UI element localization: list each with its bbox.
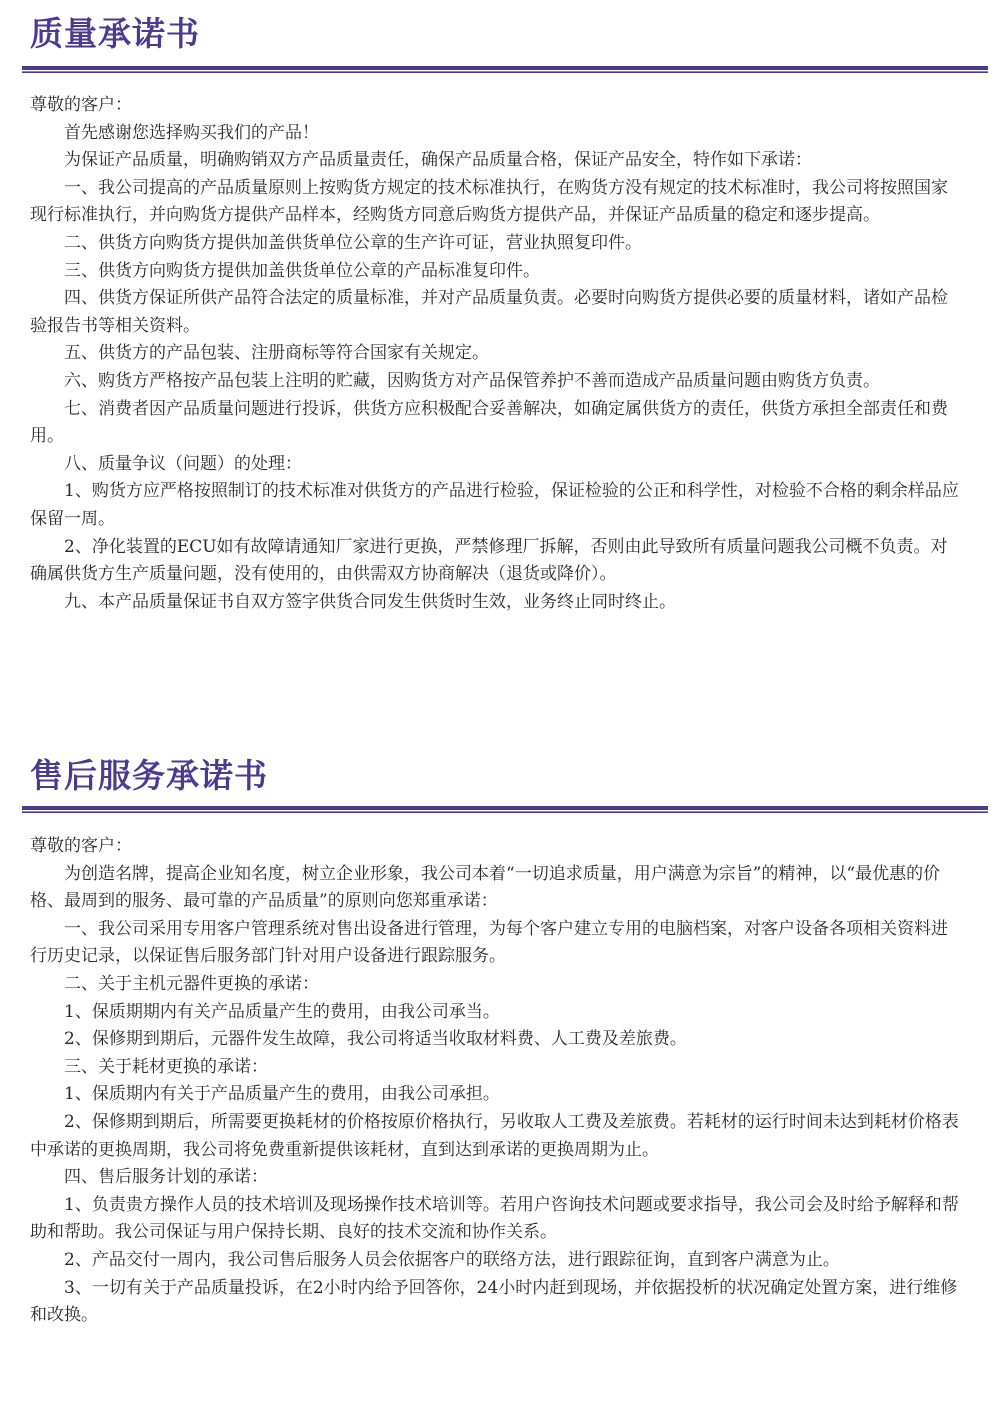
- quality-paragraph: 九、本产品质量保证书自双方签字供货合同发生供货时生效，业务终止同时终止。: [64, 591, 676, 612]
- quality-paragraph: 七、消费者因产品质量问题进行投诉，供货方应积极配合妥善解决，如确定属供货方的责任，供货方承担全部责任和费用。: [30, 398, 948, 447]
- quality-paragraph: 三、供货方向购货方提供加盖供货单位公章的产品标准复印件。: [64, 260, 540, 281]
- quality-paragraph: 六、购货方严格按产品包装上注明的贮藏，因购货方对产品保管养护不善而造成产品质量问题由购货方负责。: [64, 370, 880, 391]
- service-paragraph: 四、售后服务计划的承诺：: [64, 1167, 268, 1188]
- service-paragraph: 1、保质期期内有关产品质量产生的费用，由我公司承当。: [64, 1001, 500, 1022]
- quality-title-divider: [22, 66, 988, 73]
- service-title-divider: [22, 806, 988, 813]
- quality-paragraph: 2、净化装置的ECU如有故障请通知厂家进行更换，严禁修理厂拆解，否则由此导致所有质量问题我公司概不负责。对确属供货方生产质量问题，没有使用的，由供需双方协商解决（退货或降价）。: [30, 536, 948, 585]
- quality-commitment-title: 质量承诺书: [30, 14, 200, 53]
- service-paragraph: 2、保修期到期后，元器件发生故障，我公司将适当收取材料费、人工费及差旅费。: [64, 1029, 687, 1050]
- quality-paragraph: 二、供货方向购货方提供加盖供货单位公章的生产许可证，营业执照复印件。: [64, 232, 642, 253]
- service-paragraph: 1、保质期内有关于产品质量产生的费用，由我公司承担。: [64, 1084, 500, 1105]
- quality-greeting: 尊敬的客户：: [30, 95, 132, 115]
- service-paragraph: 二、关于主机元器件更换的承诺：: [64, 973, 319, 994]
- service-paragraph: 三、关于耗材更换的承诺：: [64, 1056, 268, 1077]
- service-paragraph: 2、保修期到期后，所需要更换耗材的价格按原价格执行，另收取人工费及差旅费。若耗材的运行时间未达到耗材价格表中承诺的更换周期，我公司将免费重新提供该耗材，直到达到承诺的更换周期为止。: [30, 1111, 959, 1160]
- service-paragraph: 3、一切有关于产品质量投诉，在2小时内给予回答你，24小时内赶到现场，并依据投析的状况确定处置方案，进行维修和改换。: [30, 1277, 958, 1326]
- quality-paragraph: 1、购货方应严格按照制订的技术标准对供货方的产品进行检验，保证检验的公正和科学性，对检验不合格的剩余样品应保留一周。: [30, 481, 959, 529]
- service-greeting: 尊敬的客户：: [30, 836, 132, 856]
- quality-commitment-body: [30, 92, 962, 616]
- quality-paragraph: 为保证产品质量，明确购销双方产品质量责任，确保产品质量合格，保证产品安全，特作如下承诺：: [64, 150, 812, 171]
- quality-paragraph: 一、我公司提高的产品质量原则上按购货方规定的技术标准执行，在购货方没有规定的技术标准时，我公司将按照国家现行标准执行，并向购货方提供产品样本，经购货方同意后购货方提供产品，并保证产品质量的稳定和逐步提高。: [30, 177, 948, 226]
- quality-paragraph: 四、供货方保证所供产品符合法定的质量标准，并对产品质量负责。必要时向购货方提供必要的质量材料，诸如产品检验报告书等相关资料。: [30, 288, 948, 336]
- quality-paragraph: 八、质量争议（问题）的处理：: [64, 453, 302, 474]
- service-paragraph: 为创造名牌，提高企业知名度，树立企业形象，我公司本着“一切追求质量，用户满意为宗旨”的精神，以“最优惠的价格、最周到的服务、最可靠的产品质量”的原则向您郑重承诺：: [30, 863, 941, 912]
- service-paragraph: 一、我公司采用专用客户管理系统对售出设备进行管理，为每个客户建立专用的电脑档案，对客户设备各项相关资料进行历史记录，以保证售后服务部门针对用户设备进行跟踪服务。: [30, 918, 948, 967]
- quality-paragraph: 首先感谢您选择购买我们的产品！: [64, 122, 319, 143]
- service-paragraph: 1、负责贵方操作人员的技术培训及现场操作技术培训等。若用户咨询技术问题或要求指导，我公司会及时给予解释和帮助和帮助。我公司保证与用户保持长期、良好的技术交流和协作关系。: [30, 1194, 959, 1243]
- quality-paragraph: 五、供货方的产品包装、注册商标等符合国家有关规定。: [64, 343, 489, 364]
- service-commitment-title: 售后服务承诺书: [30, 756, 268, 795]
- service-commitment-body: [30, 833, 962, 1330]
- service-paragraph: 2、产品交付一周内，我公司售后服务人员会依据客户的联络方法，进行跟踪征询，直到客户满意为止。: [64, 1249, 840, 1270]
